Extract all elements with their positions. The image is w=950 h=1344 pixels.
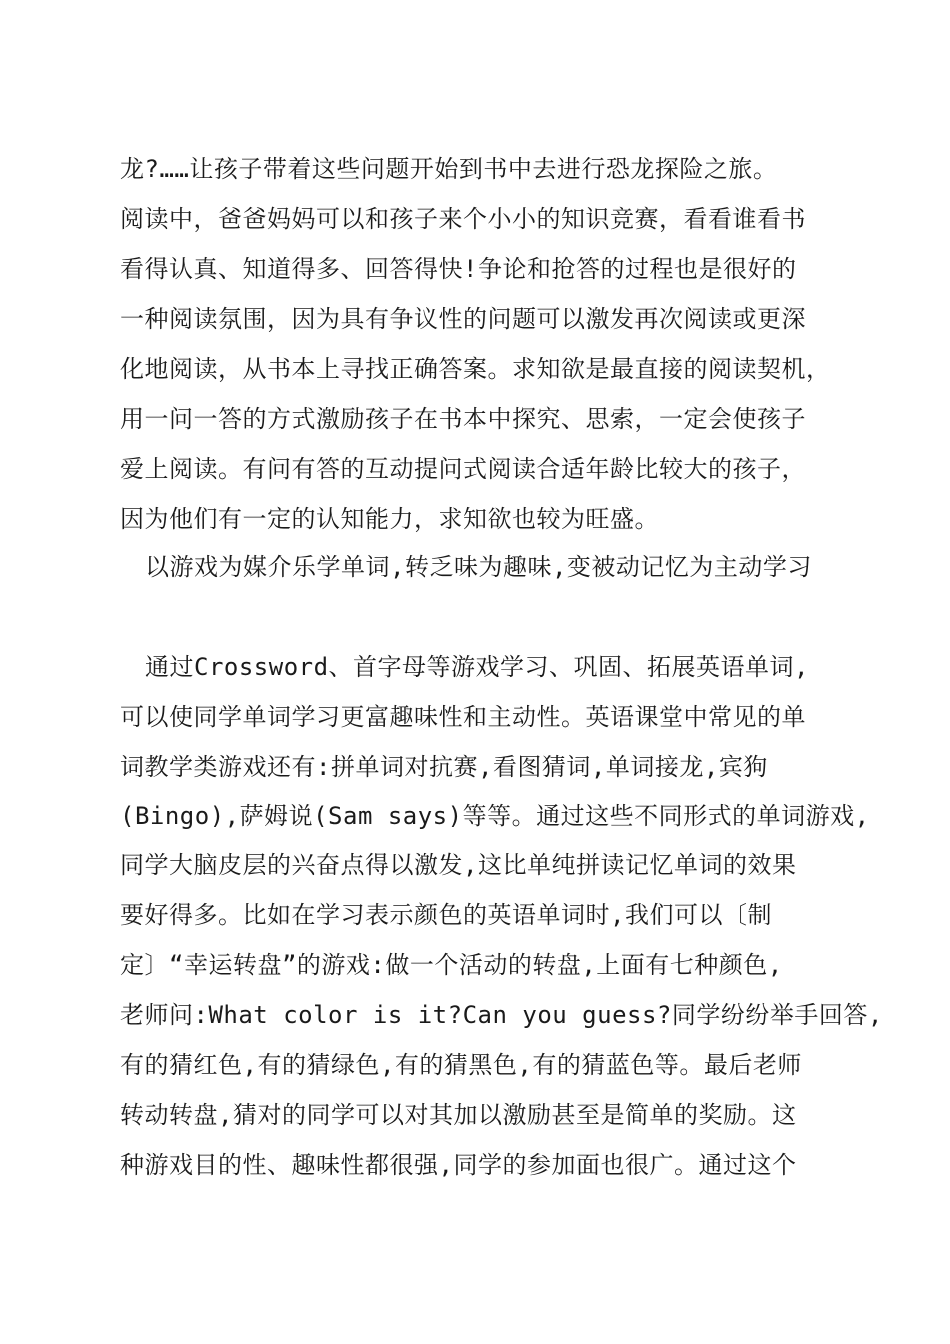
paragraph-2-line-3: 词教学类游戏还有:拼单词对抗赛,看图猜词,单词接龙,宾狗 [120,753,768,781]
paragraph-1-line-7: 爱上阅读。有问有答的互动提问式阅读合适年龄比较大的孩子， [120,455,806,483]
paragraph-1-line-6: 用一问一答的方式激励孩子在书本中探究、思索，一定会使孩子 [120,405,806,433]
paragraph-2-line-6: 要好得多。比如在学习表示颜色的英语单词时,我们可以〔制 [120,901,772,929]
paragraph-2-line-10: 转动转盘,猜对的同学可以对其加以激励甚至是简单的奖励。这 [120,1101,797,1129]
paragraph-1-line-3: 看得认真、知道得多、回答得快!争论和抢答的过程也是很好的 [120,255,797,283]
paragraph-2-line-5: 同学大脑皮层的兴奋点得以激发,这比单纯拼读记忆单词的效果 [120,851,797,879]
paragraph-1-line-2: 阅读中，爸爸妈妈可以和孩子来个小小的知识竞赛，看看谁看书 [120,205,806,233]
section-heading: 以游戏为媒介乐学单词,转乏味为趣味,变被动记忆为主动学习 [145,553,812,581]
paragraph-2-line-11: 种游戏目的性、趣味性都很强,同学的参加面也很广。通过这个 [120,1151,797,1179]
paragraph-2-line-1: 通过Crossword、首字母等游戏学习、巩固、拓展英语单词, [145,653,809,681]
paragraph-1-line-4: 一种阅读氛围，因为具有争议性的问题可以激发再次阅读或更深 [120,305,806,333]
paragraph-2-line-2: 可以使同学单词学习更富趣味性和主动性。英语课堂中常见的单 [120,703,806,731]
paragraph-2-line-8: 老师问:What color is it?Can you guess?同学纷纷举手回答, [120,1001,883,1029]
paragraph-1-line-8: 因为他们有一定的认知能力，求知欲也较为旺盛。 [120,505,659,533]
paragraph-2-line-7: 定〕“幸运转盘”的游戏:做一个活动的转盘,上面有七种颜色, [120,951,783,979]
paragraph-2-line-4: (Bingo),萨姆说(Sam says)等等。通过这些不同形式的单词游戏, [120,802,870,830]
paragraph-1-line-5: 化地阅读，从书本上寻找正确答案。求知欲是最直接的阅读契机， [120,355,831,383]
paragraph-1-line-1: 龙?……让孩子带着这些问题开始到书中去进行恐龙探险之旅。 [120,155,778,183]
paragraph-2-line-9: 有的猜红色,有的猜绿色,有的猜黑色,有的猜蓝色等。最后老师 [120,1051,802,1079]
